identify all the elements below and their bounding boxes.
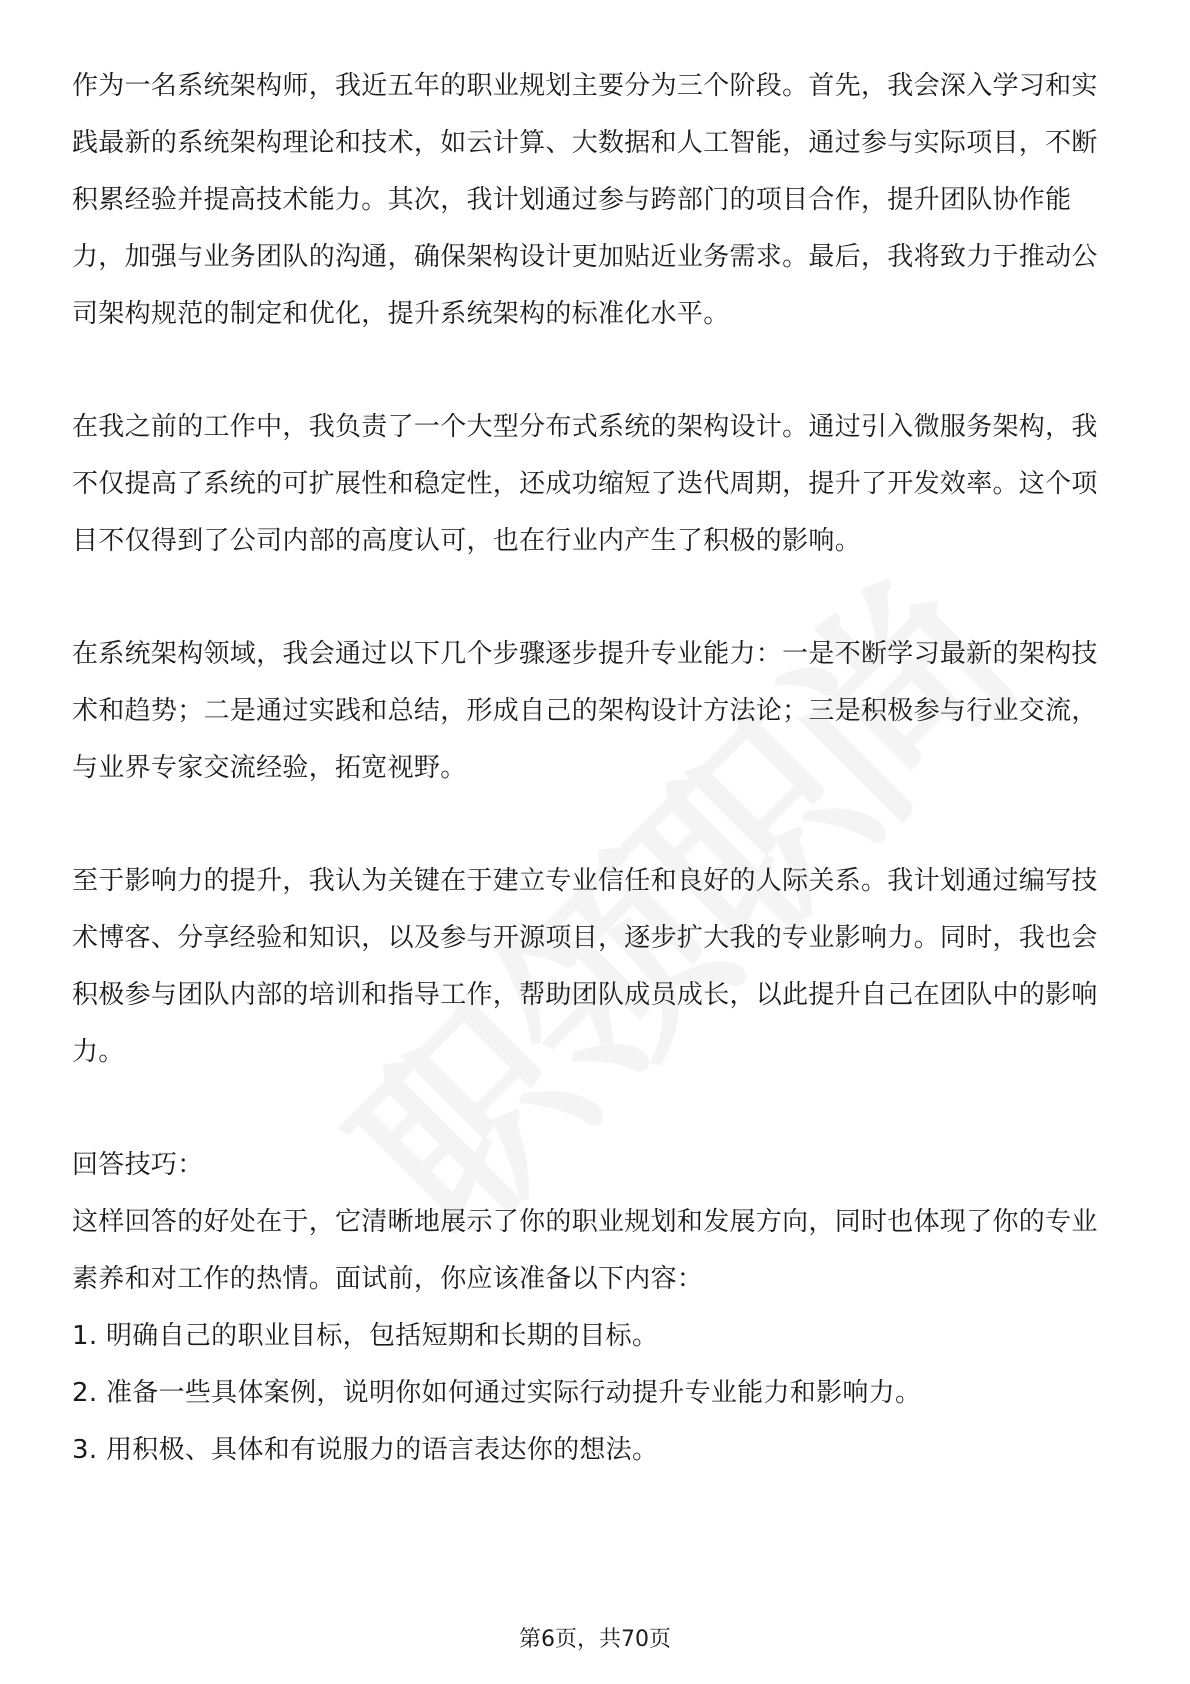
answer-tips-section [72, 1137, 1122, 1479]
paragraph-skill-steps: 在系统架构领域，我会通过以下几个步骤逐步提升专业能力：一是不断学习最新的架构技术和趋势；二是通过实践和总结，形成自己的架构设计方法论；三是积极参与行业交流，与业界专家交流经验，拓宽视野。 [72, 639, 1098, 783]
paragraph-past-project: 在我之前的工作中，我负责了一个大型分布式系统的架构设计。通过引入微服务架构，我不仅提高了系统的可扩展性和稳定性，还成功缩短了迭代周期，提升了开发效率。这个项目不仅得到了公司内部的高度认可，也在行业内产生了积极的影响。 [72, 412, 1098, 556]
document-body [72, 58, 1122, 1479]
tips-intro: 这样回答的好处在于，它清晰地展示了你的职业规划和发展方向，同时也体现了你的专业素养和对工作的热情。面试前，你应该准备以下内容： [72, 1207, 1098, 1294]
paragraph-gap [72, 343, 1122, 399]
paragraph-gap [72, 570, 1122, 626]
paragraph-influence: 至于影响力的提升，我认为关键在于建立专业信任和良好的人际关系。我计划通过编写技术博客、分享经验和知识，以及参与开源项目，逐步扩大我的专业影响力。同时，我也会积极参与团队内部的培训和指导工作，帮助团队成员成长，以此提升自己在团队中的影响力。 [72, 866, 1098, 1067]
tips-list-item: 1. 明确自己的职业目标，包括短期和长期的目标。 [72, 1321, 659, 1351]
paragraph-career-plan: 作为一名系统架构师，我近五年的职业规划主要分为三个阶段。首先，我会深入学习和实践最新的系统架构理论和技术，如云计算、大数据和人工智能，通过参与实际项目，不断积累经验并提高技术能力。其次，我计划通过参与跨部门的项目合作，提升团队协作能力，加强与业务团队的沟通，确保架构设计更加贴近业务需求。最后，我将致力于推动公司架构规范的制定和优化，提升系统架构的标准化水平。 [72, 71, 1098, 329]
paragraph-gap [72, 1081, 1122, 1137]
tips-list-item: 3. 用积极、具体和有说服力的语言表达你的想法。 [72, 1435, 659, 1465]
tips-heading: 回答技巧： [72, 1150, 204, 1180]
paragraph-gap [72, 797, 1122, 853]
tips-list-item: 2. 准备一些具体案例，说明你如何通过实际行动提升专业能力和影响力。 [72, 1378, 922, 1408]
page-number: 第6页，共70页 [519, 1627, 671, 1652]
